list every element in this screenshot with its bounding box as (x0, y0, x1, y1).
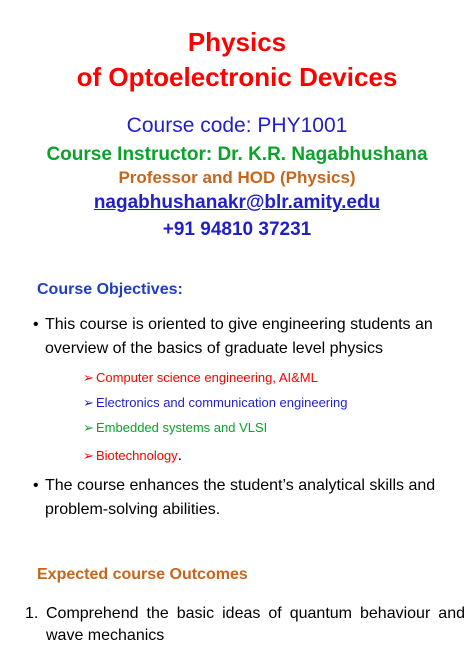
instructor-phone: +91 94810 37231 (162, 219, 312, 240)
sub-item-text: Electronics and communication engineering (96, 395, 348, 410)
sub-item-text: Biotechnology (96, 448, 178, 463)
objective-bullet-2-text: The course enhances the student’s analytical skills and problem-solving abilities. (45, 477, 436, 518)
instructor-designation: Professor and HOD (Physics) (118, 168, 356, 187)
objective-sub-item (83, 447, 182, 465)
outcome-item-1 (25, 603, 465, 647)
outcomes-heading: Expected course Outcomes (37, 566, 248, 583)
bullet-icon: • (33, 316, 39, 333)
arrow-bullet-icon: ➢ (83, 420, 94, 435)
arrow-bullet-icon: ➢ (83, 448, 94, 463)
objective-bullet-2 (33, 474, 453, 522)
title-line-2: of Optoelectronic Devices (76, 62, 398, 92)
course-instructor: Course Instructor: Dr. K.R. Nagabhushana (46, 144, 428, 165)
objective-sub-item (83, 395, 347, 411)
arrow-bullet-icon: ➢ (83, 370, 94, 385)
bullet-icon: • (33, 477, 39, 494)
objective-bullet-1-text: This course is oriented to give engineering students an overview of the basics of graduate level physics (45, 316, 433, 357)
outcome-number: 1. (25, 605, 39, 622)
outcome-text: Comprehend the basic ideas of quantum behaviour and wave mechanics (46, 605, 465, 644)
arrow-bullet-icon: ➢ (83, 395, 94, 410)
objective-sub-item (83, 420, 267, 436)
sub-item-text: Computer science engineering, AI&ML (96, 370, 318, 385)
sub-item-text: Embedded systems and VLSI (96, 420, 268, 435)
objectives-heading: Course Objectives: (37, 281, 183, 298)
course-code: Course code: PHY1001 (126, 114, 348, 137)
instructor-email-link[interactable]: nagabhushanakr@blr.amity.edu (93, 192, 381, 213)
title-line-1: Physics (187, 27, 287, 57)
sub-item-period: . (177, 447, 183, 464)
objective-bullet-1 (33, 313, 453, 361)
objective-sub-item (83, 370, 318, 386)
